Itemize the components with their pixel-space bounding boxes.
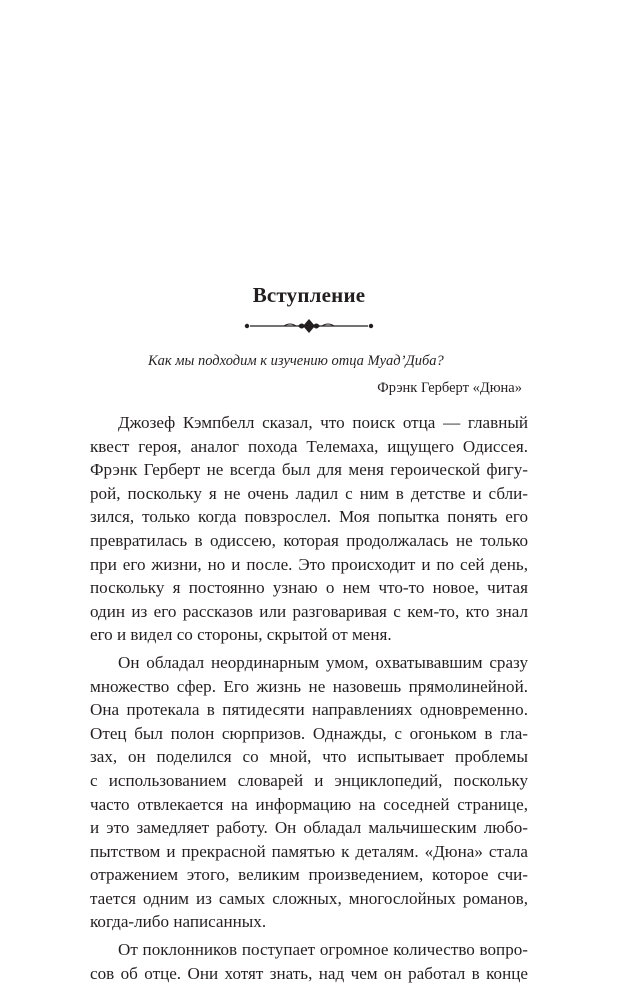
text-line: с использованием словарей и энциклопедий, поскольку — [90, 770, 528, 790]
text-line: зился, только когда повзрослел. Моя попытка понять его — [90, 507, 528, 527]
text-line: Отец был полон сюрпризов. Однажды, с огоньком в гла- — [90, 723, 528, 743]
text-line: сов об отце. Они хотят знать, над чем он работал в конце — [90, 963, 528, 983]
text-line: один из его рассказов или разговаривая с кем-то, кто знал — [90, 601, 528, 621]
text-line: Фрэнк Герберт не всегда был для меня героической фигу- — [90, 460, 528, 480]
text-line: Джозеф Кэмпбелл сказал, что поиск отца — главный — [118, 413, 528, 432]
text-line: От поклонников поступает огромное количество вопро- — [118, 940, 528, 960]
epigraph-quote: Как мы подходим к изучению отца Муад’Диба? — [148, 353, 444, 369]
text-line: часто отвлекается на информацию на соседней странице, — [90, 794, 528, 814]
text-line: пытством и прекрасной памятью к деталям. «Дюна» стала — [90, 841, 528, 861]
text-line: его и видел со стороны, скрытой от меня. — [90, 625, 392, 645]
text-line: зах, он поделился со мной, что испытывает проблемы — [90, 747, 528, 767]
paragraph — [90, 411, 528, 647]
text-line: квест героя, аналог похода Телемаха, ищущего Одиссея. — [90, 436, 528, 456]
paragraph — [90, 651, 528, 934]
chapter-title: Вступление — [252, 283, 366, 307]
text-line: превратилась в одиссею, которая продолжалась не только — [90, 530, 528, 550]
text-line: множество сфер. Его жизнь не назовешь прямолинейной. — [90, 676, 528, 696]
text-line: при его жизни, но и после. Это происходит и по сей день, — [90, 554, 528, 574]
paragraph — [90, 938, 528, 985]
text-line: Она протекала в пятидесяти направлениях одновременно. — [90, 700, 528, 720]
text-line: и это замедляет работу. Он обладал мальчишеским любо- — [90, 818, 528, 838]
text-line: рой, поскольку я не очень ладил с ним в детстве и сбли- — [90, 483, 528, 503]
text-line: Он обладал неординарным умом, охватывавшим сразу — [118, 652, 528, 672]
text-line: тается одним из самых сложных, многослойных романов, — [90, 888, 528, 908]
epigraph-source: Фрэнк Герберт «Дюна» — [377, 380, 522, 396]
text-line: отражением этого, великим произведением, которое счи- — [90, 865, 528, 885]
text-line: когда-либо написанных. — [90, 912, 267, 932]
body-text — [90, 411, 528, 989]
text-line: поскольку я постоянно узнаю о нем что-то новое, читая — [90, 578, 528, 598]
ornament-divider-icon — [244, 318, 374, 334]
